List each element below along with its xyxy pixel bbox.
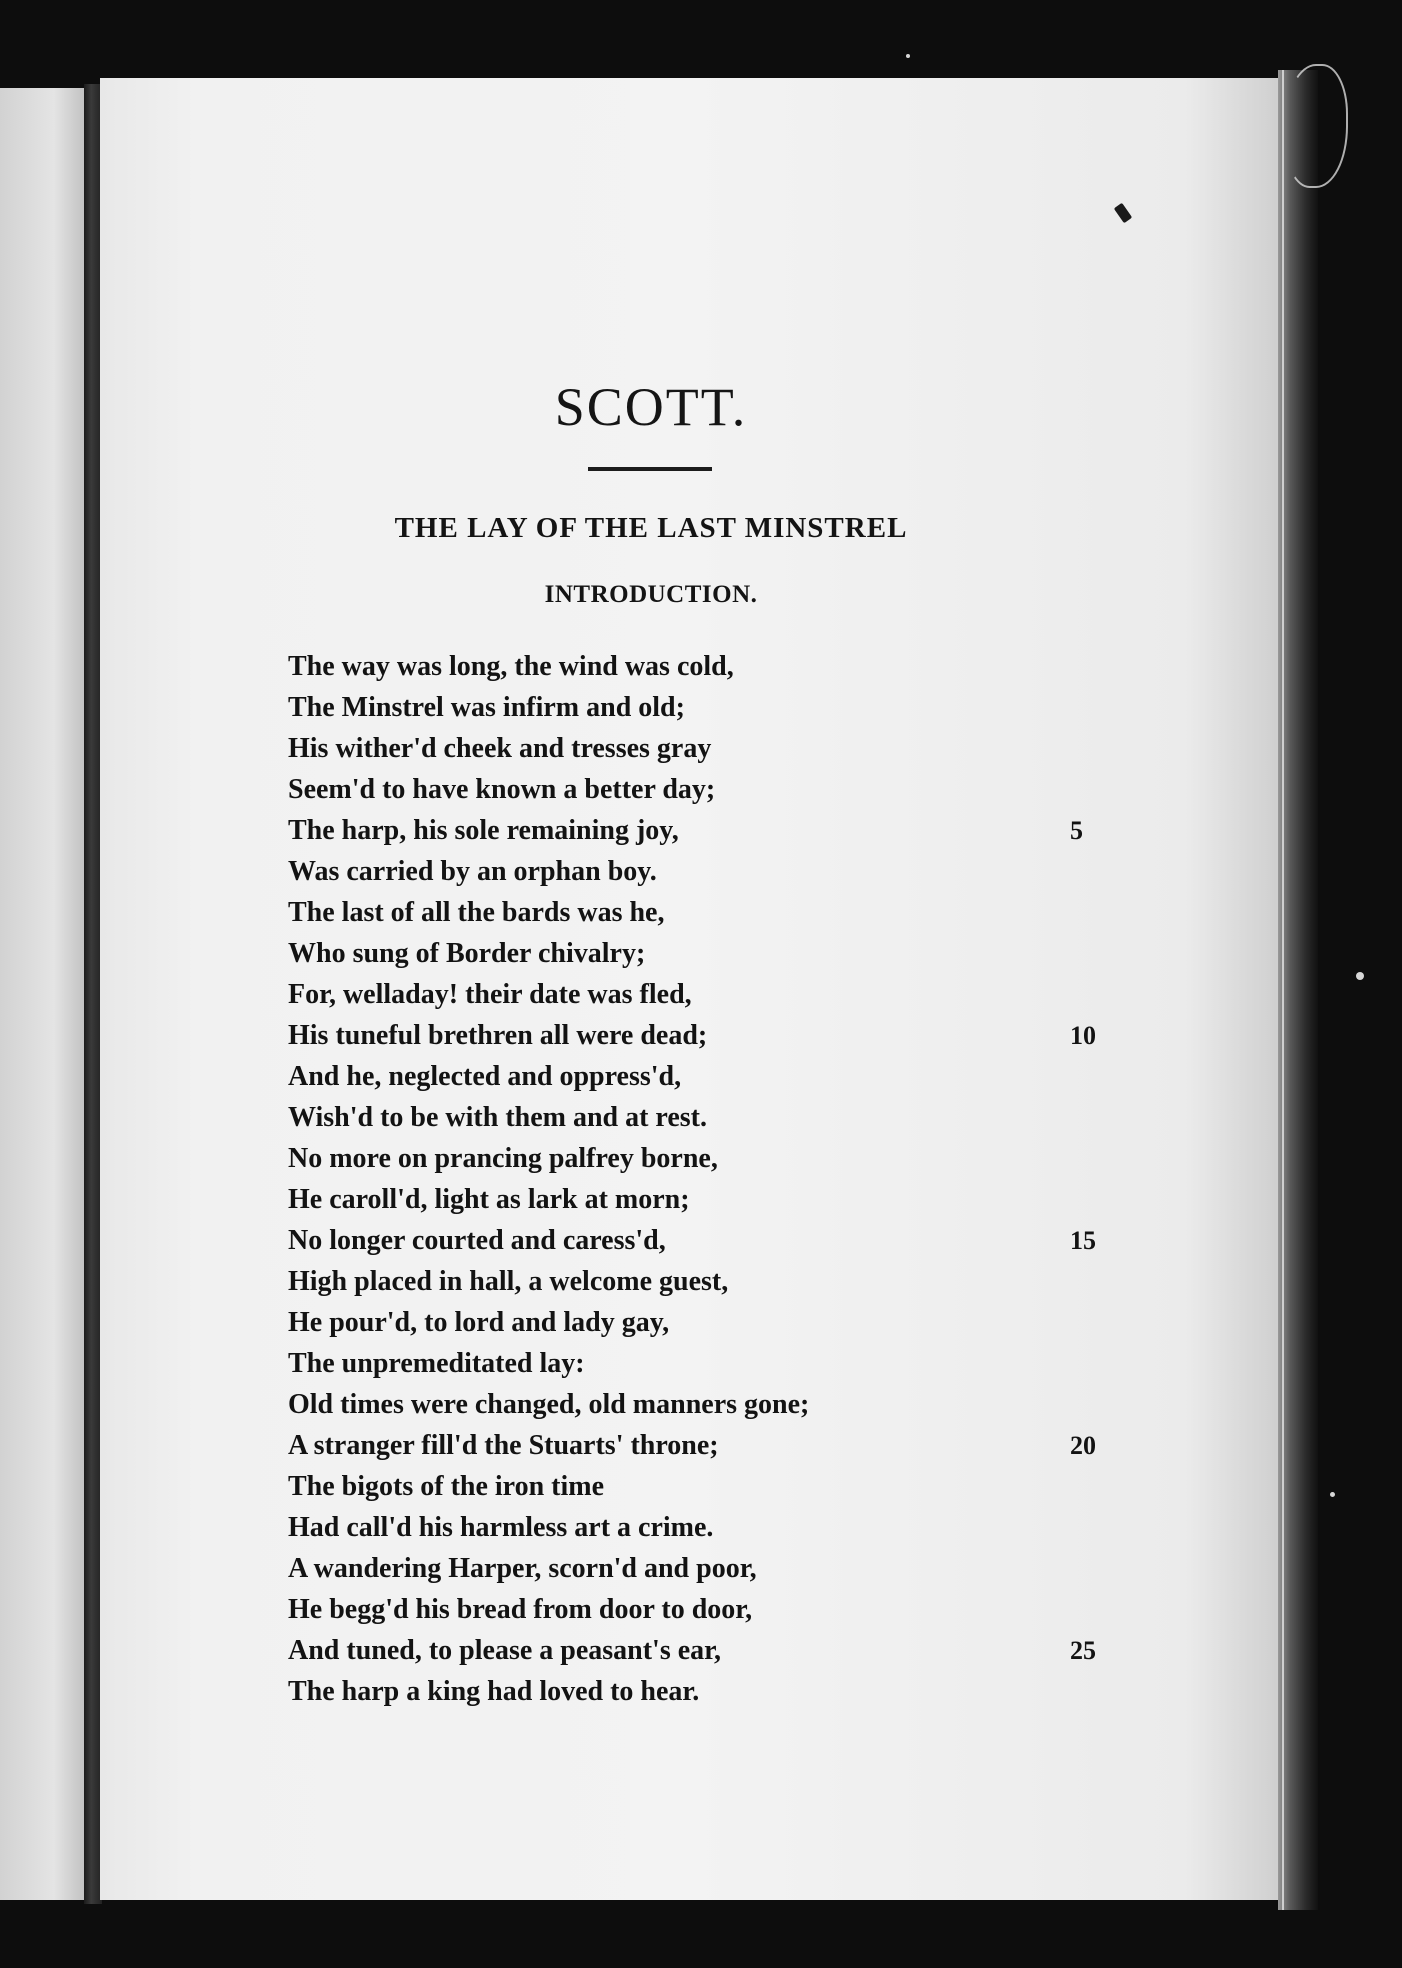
poem-line-text: For, welladay! their date was fled, — [288, 979, 692, 1010]
poem-line-text: His tuneful brethren all were dead; — [288, 1020, 708, 1051]
poem-line — [288, 810, 1148, 851]
poem-line — [288, 1097, 1148, 1138]
poem-line-text: The bigots of the iron time — [288, 1471, 605, 1502]
poem-line-text: Was carried by an orphan boy. — [288, 856, 657, 887]
poem-line-text: And he, neglected and oppress'd, — [288, 1061, 682, 1092]
poem-line — [288, 1343, 1148, 1384]
poem-line-text: He begg'd his bread from door to door, — [288, 1594, 753, 1625]
poem-line-text: The harp, his sole remaining joy, — [288, 815, 679, 846]
poem-line — [288, 1507, 1148, 1548]
poem-line-text: His wither'd cheek and tresses gray — [288, 733, 712, 764]
poem-line-text: The harp a king had loved to hear. — [288, 1676, 700, 1707]
poem-line — [288, 1179, 1148, 1220]
poem-title: THE LAY OF THE LAST MINSTREL — [394, 512, 908, 544]
poem-line-text: Had call'd his harmless art a crime. — [288, 1512, 714, 1543]
line-number: 25 — [1070, 1636, 1096, 1665]
poem-line — [288, 1302, 1148, 1343]
poem-line — [288, 1015, 1148, 1056]
poem-line-text: The way was long, the wind was cold, — [288, 651, 734, 682]
poem-line — [288, 687, 1148, 728]
poem-line — [288, 1220, 1148, 1261]
poem-line-text: High placed in hall, a welcome guest, — [288, 1266, 729, 1297]
poem-line-text: A wandering Harper, scorn'd and poor, — [288, 1553, 757, 1584]
poem-line — [288, 769, 1148, 810]
poem-line-text: The last of all the bards was he, — [288, 897, 665, 928]
poem-line — [288, 892, 1148, 933]
poem-line-text: Old times were changed, old manners gone; — [288, 1389, 810, 1420]
poem-line — [288, 1138, 1148, 1179]
scan-speck — [1356, 972, 1364, 980]
binding-clip-mark — [1284, 64, 1348, 188]
left-facing-page — [0, 88, 90, 1900]
page-title: SCOTT. — [554, 377, 748, 437]
poem-line — [288, 1671, 1148, 1712]
poem-line — [288, 728, 1148, 769]
poem-line-text: He pour'd, to lord and lady gay, — [288, 1307, 670, 1338]
poem-line-text: Who sung of Border chivalry; — [288, 938, 646, 969]
poem-line-text: Seem'd to have known a better day; — [288, 774, 716, 805]
scan-speck — [906, 54, 910, 58]
poem-line-text: And tuned, to please a peasant's ear, — [288, 1635, 722, 1666]
poem-line — [288, 1261, 1148, 1302]
line-number: 20 — [1070, 1431, 1096, 1460]
poem-line — [288, 1589, 1148, 1630]
poem-line-text: A stranger fill'd the Stuarts' throne; — [288, 1430, 719, 1461]
poem-line — [288, 1548, 1148, 1589]
poem-line — [288, 933, 1148, 974]
poem-line-text: He caroll'd, light as lark at morn; — [288, 1184, 690, 1215]
line-number: 10 — [1070, 1021, 1096, 1050]
poem-line — [288, 974, 1148, 1015]
section-heading: INTRODUCTION. — [544, 581, 758, 608]
poem-line-text: Wish'd to be with them and at rest. — [288, 1102, 708, 1133]
poem-line-text: The unpremeditated lay: — [288, 1348, 585, 1379]
poem-line-text: The Minstrel was infirm and old; — [288, 692, 685, 723]
line-number: 5 — [1070, 816, 1083, 845]
poem-line — [288, 1425, 1148, 1466]
poem-line — [288, 851, 1148, 892]
page-edge — [1278, 70, 1318, 1910]
poem-line — [288, 1384, 1148, 1425]
poem-line — [288, 1466, 1148, 1507]
poem-line-text: No more on prancing palfrey borne, — [288, 1143, 718, 1174]
poem-line — [288, 1056, 1148, 1097]
poem-line — [288, 646, 1148, 687]
scan-speck — [1330, 1492, 1335, 1497]
poem-line-text: No longer courted and caress'd, — [288, 1225, 666, 1256]
line-number: 15 — [1070, 1226, 1096, 1255]
poem-text — [288, 646, 1148, 1712]
poem-line — [288, 1630, 1148, 1671]
title-rule — [588, 467, 712, 471]
